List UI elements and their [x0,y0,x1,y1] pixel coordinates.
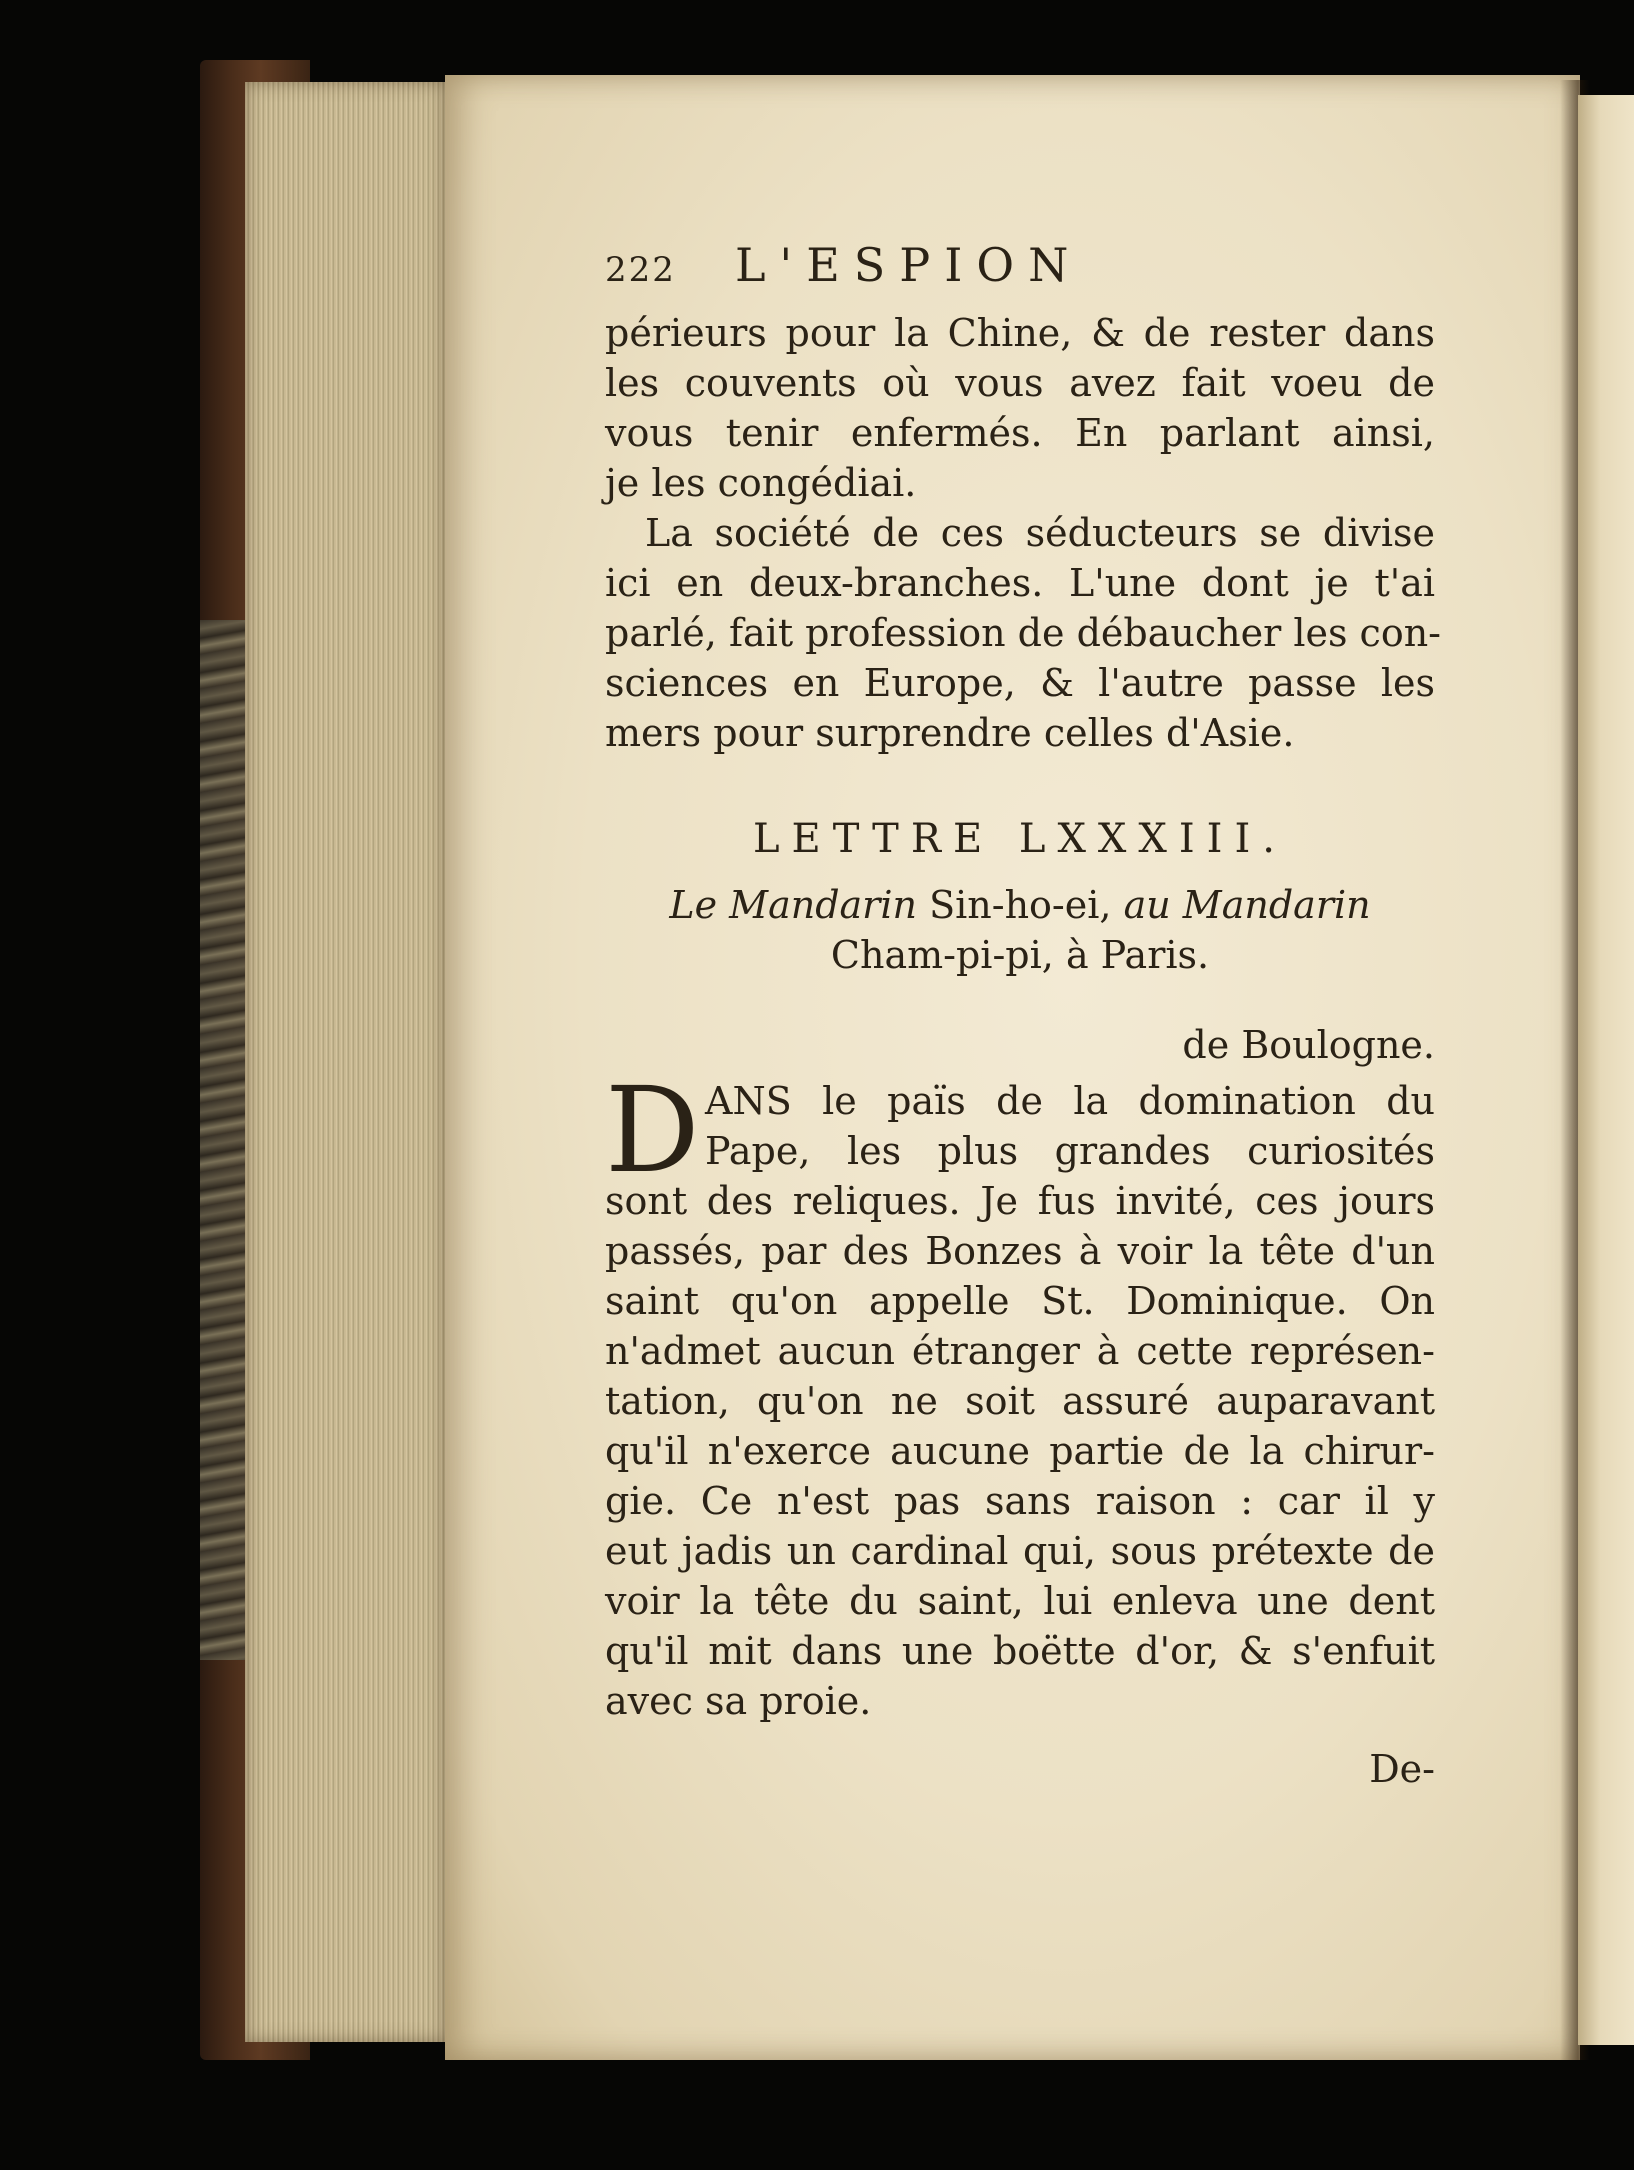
text-line: tation, qu'on ne soit assuré auparavant [605,1379,1435,1423]
text-line: parlé, fait profession de débaucher les con- [605,611,1442,655]
salutation-italic-b: au Mandarin [1123,883,1371,927]
page-header [605,240,1435,300]
running-head: L'ESPION [735,238,1083,292]
text-line: eut jadis un cardinal qui, sous prétexte de [605,1529,1435,1573]
text-line: voir la tête du saint, lui enleva une dent [605,1579,1435,1623]
text-line: qu'il n'exerce aucune partie de la chirur- [605,1429,1435,1473]
dateline: de Boulogne. [1182,1023,1435,1067]
facing-page-edge [1578,95,1634,2045]
text-line: qu'il mit dans une boëtte d'or, & s'enfuit [605,1629,1435,1673]
text-line: saint qu'on appelle St. Dominique. On [605,1279,1435,1323]
catchword: De- [1369,1747,1435,1791]
letter-body [605,1061,1435,1726]
text-line: ANS le païs de la domination du [705,1079,1435,1123]
text-line: La société de ces séducteurs se divise [645,511,1435,555]
text-line: passés, par des Bonzes à voir la tête d'un [605,1229,1435,1273]
text-line: avec sa proie. [605,1679,872,1723]
page-number: 222 [605,250,676,290]
text-line: périeurs pour la Chine, & de rester dans [605,311,1435,355]
second-paragraph [605,508,1442,758]
drop-cap: D [605,1061,700,1199]
text-line: mers pour surprendre celles d'Asie. [605,711,1295,755]
text-line: sciences en Europe, & l'autre passe les [605,661,1435,705]
text-line: je les congédiai. [605,461,917,505]
text-line: les couvents où vous avez fait voeu de [605,361,1435,405]
salutation-italic-a: Le Mandarin [669,883,917,927]
salutation-line-1 [605,880,1435,930]
text-line: ici en deux-branches. L'une dont je t'ai [605,561,1435,605]
letter-heading: LETTRE LXXXIII. [752,816,1287,862]
text-line: sont des reliques. Je fus invité, ces jours [605,1179,1435,1223]
text-line: gie. Ce n'est pas sans raison : car il y [605,1479,1435,1523]
text-line: n'admet aucun étranger à cette représen- [605,1329,1435,1373]
page-edges [245,82,445,2042]
text-line: Pape, les plus grandes curiosités [705,1129,1435,1173]
salutation-line-2: Cham-pi-pi, à Paris. [830,933,1210,977]
page-text [605,238,1442,1794]
salutation [605,880,1435,980]
text-line: vous tenir enfermés. En parlant ainsi, [605,411,1435,455]
continued-paragraph [605,308,1435,508]
sender-name: Sin-ho-ei, [929,883,1112,927]
